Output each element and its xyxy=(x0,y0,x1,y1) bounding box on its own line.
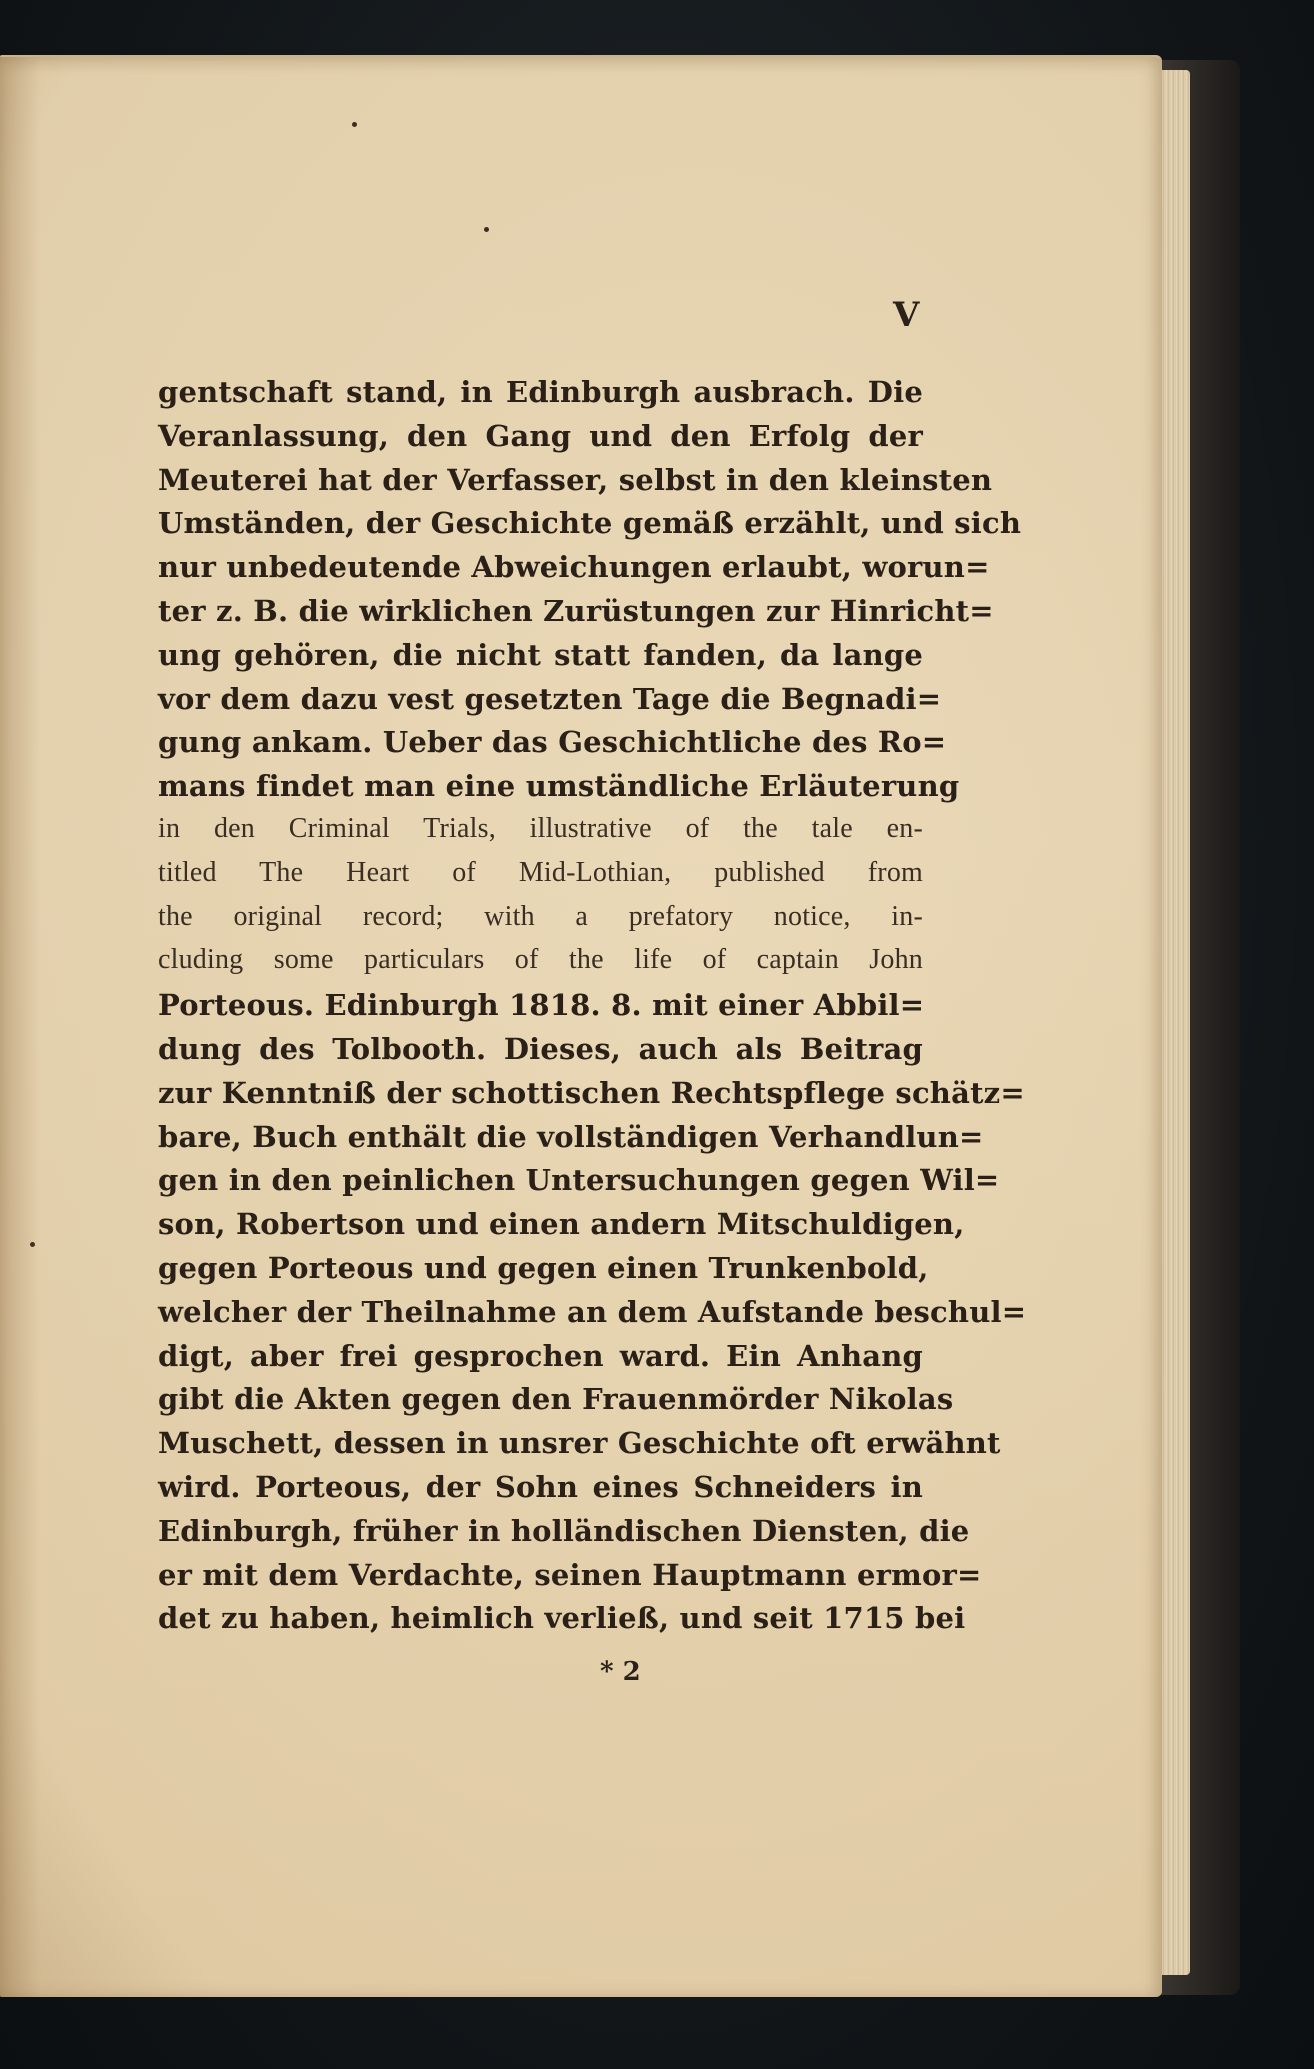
text-line: det zu haben, heimlich verließ, und seit 1715 bei xyxy=(158,1601,966,1636)
text-line: Umständen, der Geschichte gemäß erzählt, und sich xyxy=(158,506,1022,541)
text-line: welcher der Theilnahme an dem Aufstande beschul= xyxy=(158,1294,1027,1329)
text-line: the original record; with a prefatory notice, in- xyxy=(158,900,923,932)
page-number: V xyxy=(893,295,920,335)
text-line: titled The Heart of Mid-Lothian, published from xyxy=(158,856,923,888)
text-line: son, Robertson und einen andern Mitschuldigen, xyxy=(158,1207,965,1242)
text-line: ung gehören, die nicht statt fanden, da lange xyxy=(158,637,923,672)
text-line: vor dem dazu vest gesetzten Tage die Begnadi= xyxy=(158,681,942,716)
text-line: gegen Porteous und gegen einen Trunkenbold, xyxy=(158,1250,929,1285)
ink-speck xyxy=(484,227,489,232)
text-line: Edinburgh, früher in holländischen Diensten, die xyxy=(158,1513,970,1548)
text-line: zur Kenntniß der schottischen Rechtspflege schätz= xyxy=(158,1075,1025,1110)
text-line: in den Criminal Trials, illustrative of the tale en- xyxy=(158,812,923,844)
text-line: nur unbedeutende Abweichungen erlaubt, worun= xyxy=(158,550,990,585)
text-line: bare, Buch enthält die vollständigen Verhandlun= xyxy=(158,1119,984,1154)
text-line: gen in den peinlichen Untersuchungen gegen Wil= xyxy=(158,1163,1000,1198)
text-line: Porteous. Edinburgh 1818. 8. mit einer Abbil= xyxy=(158,988,925,1023)
text-line: wird. Porteous, der Sohn eines Schneiders in xyxy=(158,1469,923,1504)
text-line: dung des Tolbooth. Dieses, auch als Beitrag xyxy=(158,1031,923,1066)
ink-speck xyxy=(30,1242,35,1247)
text-line: Meuterei hat der Verfasser, selbst in den kleinsten xyxy=(158,462,993,497)
signature-mark: * 2 xyxy=(600,1657,641,1687)
text-line: ter z. B. die wirklichen Zurüstungen zur Hinricht= xyxy=(158,593,994,628)
ink-speck xyxy=(352,122,357,127)
text-line: er mit dem Verdachte, seinen Hauptmann ermor= xyxy=(158,1557,982,1592)
text-line: gung ankam. Ueber das Geschichtliche des Ro= xyxy=(158,725,947,760)
text-line: Muschett, dessen in unsrer Geschichte oft erwähnt xyxy=(158,1426,1001,1461)
text-line: digt, aber frei gesprochen ward. Ein Anhang xyxy=(158,1338,923,1373)
text-line: gibt die Akten gegen den Frauenmörder Nikolas xyxy=(158,1382,954,1417)
text-line: gentschaft stand, in Edinburgh ausbrach. Die xyxy=(158,375,923,409)
text-line: cluding some particulars of the life of captain John xyxy=(158,944,923,976)
text-line: mans findet man eine umständliche Erläuterung xyxy=(158,769,960,804)
body-text xyxy=(158,375,1027,1645)
text-line: Veranlassung, den Gang und den Erfolg der xyxy=(158,418,923,453)
book-page xyxy=(0,55,1162,1997)
